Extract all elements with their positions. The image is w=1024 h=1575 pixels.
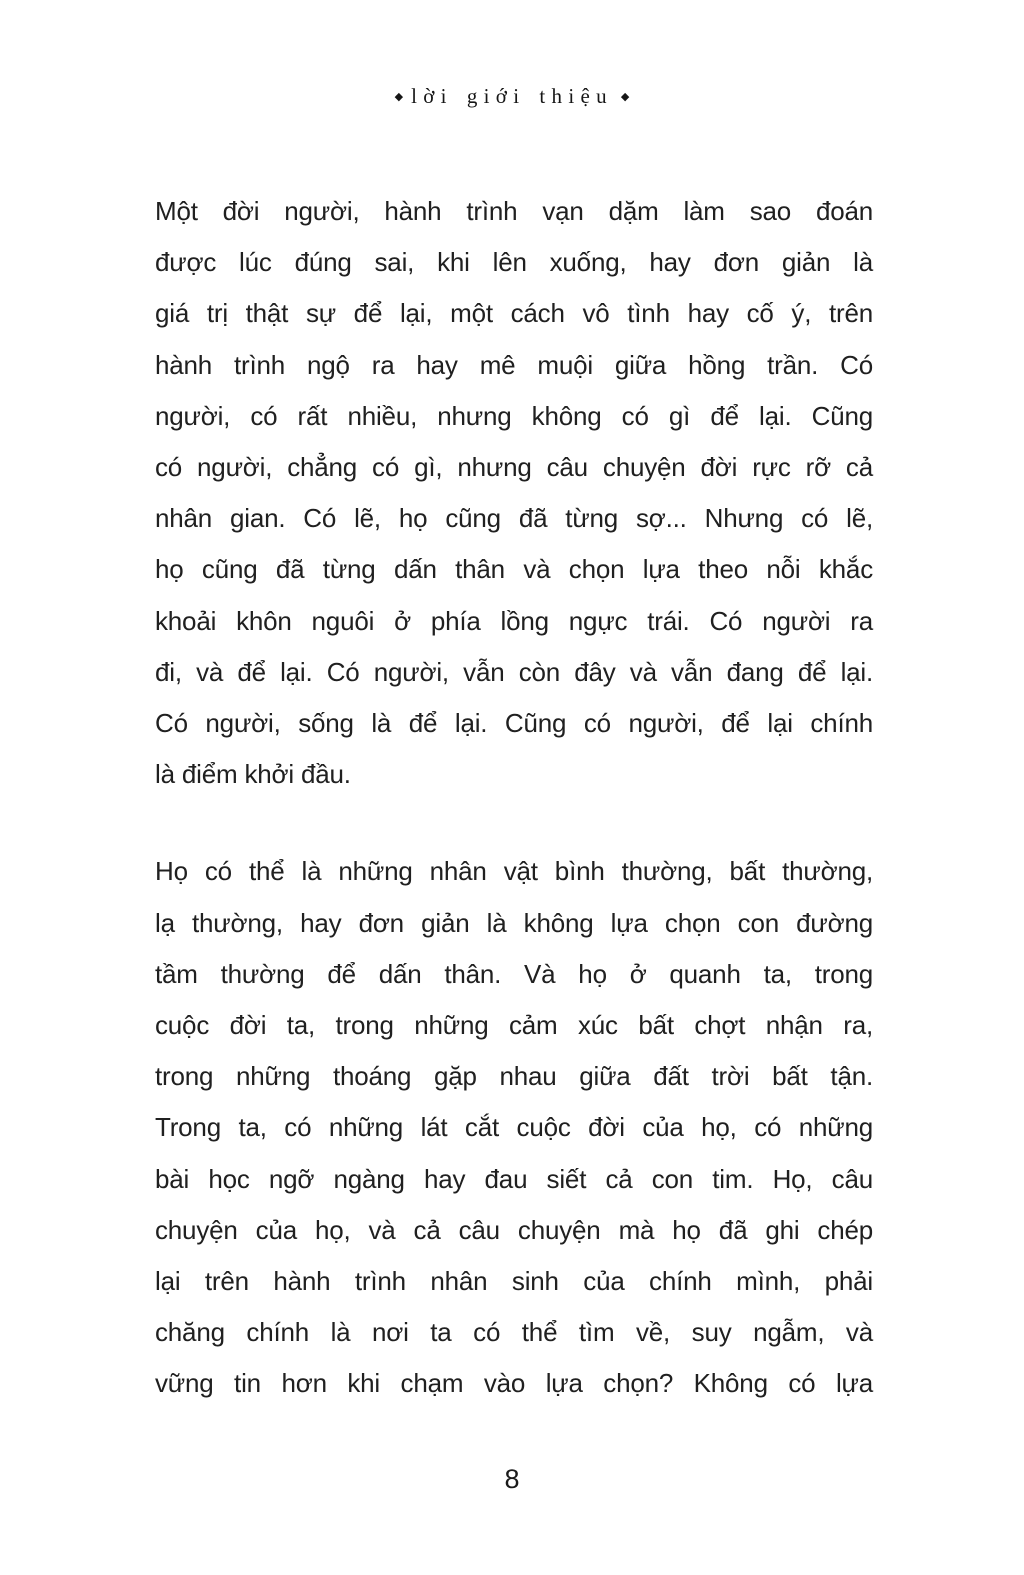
- ornament-diamond-left-icon: ◆: [394, 91, 404, 103]
- text-line: trong những thoáng gặp nhau giữa đất trời bất tận.: [155, 1061, 873, 1092]
- text-line: Một đời người, hành trình vạn dặm làm sao đoán: [155, 196, 873, 226]
- page-footer: [0, 1464, 1024, 1495]
- page-body: [155, 186, 873, 1410]
- paragraph: [155, 186, 873, 800]
- text-line: có người, chẳng có gì, nhưng câu chuyện đời rực rỡ cả: [155, 452, 873, 483]
- text-line: Có người, sống là để lại. Cũng có người, để lại chính: [155, 708, 873, 739]
- text-line: chuyện của họ, và cả câu chuyện mà họ đã ghi chép: [155, 1214, 873, 1245]
- page-number: 8: [504, 1464, 520, 1494]
- chapter-title: lời giới thiệu: [411, 84, 613, 108]
- text-line: chăng chính là nơi ta có thể tìm về, suy ngẫm, và: [155, 1317, 873, 1348]
- text-line: vững tin hơn khi chạm vào lựa chọn? Không có lựa: [155, 1368, 873, 1399]
- text-line: hành trình ngộ ra hay mê muội giữa hồng trần. Có: [155, 349, 873, 380]
- running-header: [0, 84, 1024, 109]
- text-line: khoải khôn nguôi ở phía lồng ngực trái. Có người ra: [155, 605, 873, 636]
- text-line: lạ thường, hay đơn giản là không lựa chọn con đường: [155, 907, 873, 938]
- text-line: họ cũng đã từng dấn thân và chọn lựa theo nỗi khắc: [155, 554, 873, 585]
- text-line: giá trị thật sự để lại, một cách vô tình hay cố ý, trên: [155, 298, 873, 329]
- paragraph: [155, 846, 873, 1409]
- text-line: bài học ngỡ ngàng hay đau siết cả con tim. Họ, câu: [155, 1163, 873, 1194]
- text-line: được lúc đúng sai, khi lên xuống, hay đơn giản là: [155, 247, 873, 278]
- text-line: lại trên hành trình nhân sinh của chính mình, phải: [155, 1266, 873, 1297]
- text-line: Họ có thể là những nhân vật bình thường, bất thường,: [155, 856, 873, 887]
- text-line: tầm thường để dấn thân. Và họ ở quanh ta, trong: [155, 958, 873, 989]
- text-line: Trong ta, có những lát cắt cuộc đời của họ, có những: [155, 1112, 873, 1143]
- text-line: cuộc đời ta, trong những cảm xúc bất chợt nhận ra,: [155, 1010, 873, 1041]
- ornament-diamond-right-icon: ◆: [620, 91, 630, 103]
- text-line: đi, và để lại. Có người, vẫn còn đây và vẫn đang để lại.: [155, 656, 873, 687]
- text-line: là điểm khởi đầu.: [155, 759, 351, 790]
- text-line: nhân gian. Có lẽ, họ cũng đã từng sợ... Nhưng có lẽ,: [155, 503, 873, 534]
- text-line: người, có rất nhiều, nhưng không có gì để lại. Cũng: [155, 400, 873, 431]
